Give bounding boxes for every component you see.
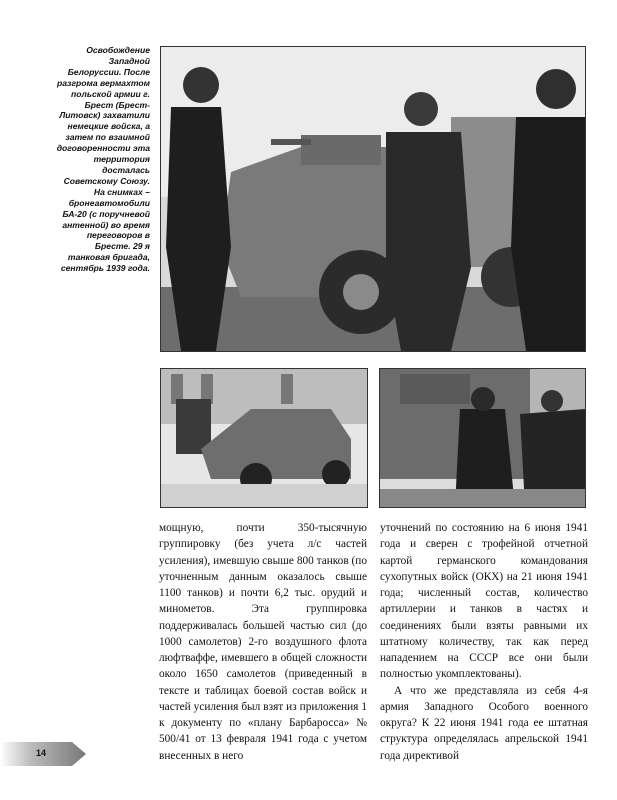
page-number-tab	[0, 742, 86, 766]
photo-armored-car-group	[379, 368, 586, 508]
photo-caption: Освобождение Западной Белоруссии. После разгрома вермахтом польской армии г. Брест (Брест-Литовск) захватили немецкие войска, а затем по взаимной договоренности эта территория досталась Советскому Союзу. На снимках – бронеавтомобили БА-20 (с поручневой антенной) во время переговоров в Бресте. 29 я танковая бригада, сентябрь 1939 года.	[56, 45, 150, 274]
photo-armored-car-street	[160, 368, 368, 508]
paragraph: А что же представляла из себя 4-я армия Западного Особого военного округа? К 22 июня 1941 года ее штатная структура определялась апрельской 1941 года директивой	[380, 684, 588, 762]
text-column-left	[159, 520, 367, 764]
page-number: 14	[36, 748, 47, 758]
paragraph: мощную, почти 350-тысячную группировку (без учета л/с частей усиления), имевшую свыше 800 танков (по уточненным данным оказалось свыше 1100 танков) и почти 6,2 тыс. орудий и минометов. Эта группировка поддерживалась большей частью сил (до 1000 самолетов) 2-го воздушного флота люфтваффе, имевшего в общей сложности около 1650 самолетов (приведенный в тексте и таблицах боевой состав войск и частей усиления был взят из приложения 1 к документу по «плану Барбаросса» № 500/41 от 13 февраля 1941 года с учетом внесенных в него	[159, 522, 367, 762]
photo-armored-car-officers	[160, 46, 586, 352]
paragraph: уточнений по состоянию на 6 июня 1941 года и сверен с трофейной отчетной картой германского командования сухопутных войск (ОКХ) на 21 июня 1941 года; численный состав, количество артиллерии и танков в частях и соединениях были взяты равными их штатному количеству, так как перед нападением на СССР все они были полностью укомплектованы).	[380, 522, 588, 681]
text-column-right	[380, 520, 588, 764]
